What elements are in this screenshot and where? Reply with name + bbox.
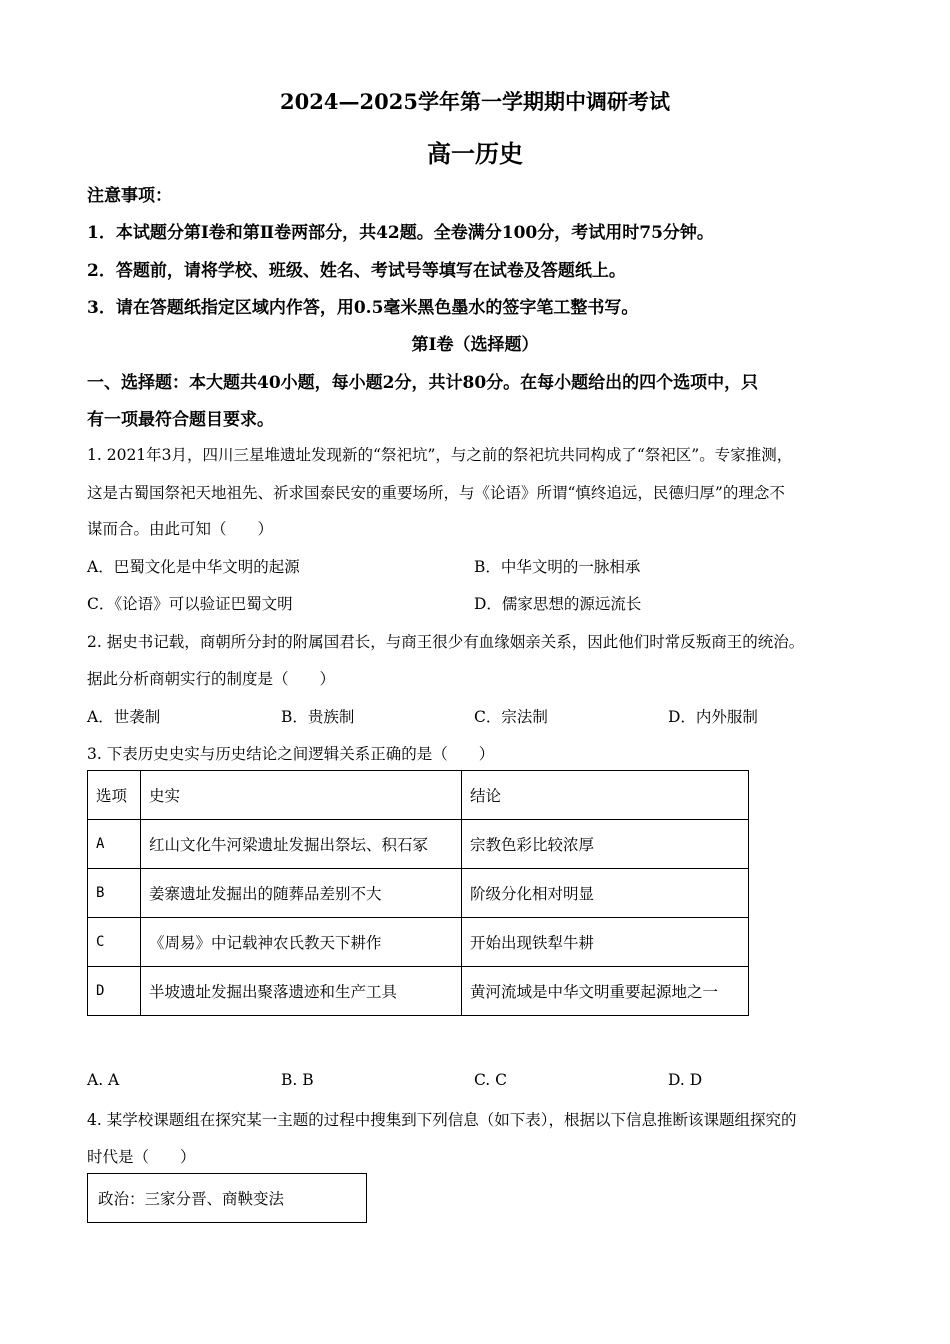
q2-option-d[interactable]: D．内外服制 bbox=[668, 708, 758, 726]
q2-stem-line-2: 据此分析商朝实行的制度是（ ） bbox=[87, 670, 336, 688]
table-cell-conclusion: 开始出现铁犁牛耕 bbox=[462, 918, 749, 967]
table-row bbox=[88, 869, 749, 918]
table-row bbox=[88, 918, 749, 967]
table-header-conclusion: 结论 bbox=[462, 771, 749, 820]
q4-stem-line-2: 时代是（ ） bbox=[87, 1148, 196, 1166]
table-cell-fact: 半坡遗址发掘出聚落遗迹和生产工具 bbox=[141, 967, 462, 1016]
notice-item-2: 2．答题前，请将学校、班级、姓名、考试号等填写在试卷及答题纸上。 bbox=[87, 261, 626, 281]
q1-option-d[interactable]: D．儒家思想的源远流长 bbox=[474, 595, 642, 613]
q4-info-box bbox=[87, 1173, 367, 1223]
table-cell-option: B bbox=[88, 869, 141, 918]
table-header-row bbox=[88, 771, 749, 820]
q1-option-a[interactable]: A．巴蜀文化是中华文明的起源 bbox=[87, 558, 300, 576]
notice-item-1: 1．本试题分第Ⅰ卷和第Ⅱ卷两部分，共42题。全卷满分100分，考试用时75分钟。 bbox=[87, 223, 714, 243]
q4-info-text: 政治：三家分晋、商鞅变法 bbox=[98, 1190, 285, 1208]
table-cell-conclusion: 宗教色彩比较浓厚 bbox=[462, 820, 749, 869]
table-cell-fact: 红山文化牛河梁遗址发掘出祭坛、积石冢 bbox=[141, 820, 462, 869]
q3-table bbox=[87, 770, 749, 1016]
q1-option-b[interactable]: B．中华文明的一脉相承 bbox=[474, 558, 641, 576]
q2-option-a[interactable]: A．世袭制 bbox=[87, 708, 161, 726]
table-cell-fact: 《周易》中记载神农氏教天下耕作 bbox=[141, 918, 462, 967]
notice-item-3: 3．请在答题纸指定区域内作答，用0.5毫米黑色墨水的签字笔工整书写。 bbox=[87, 298, 639, 318]
subject-title: 高一历史 bbox=[427, 139, 523, 168]
table-row bbox=[88, 820, 749, 869]
table-cell-option: A bbox=[88, 820, 141, 869]
notice-heading: 注意事项： bbox=[87, 186, 172, 206]
section-instruction-2: 有一项最符合题目要求。 bbox=[87, 410, 274, 430]
table-cell-conclusion: 黄河流域是中华文明重要起源地之一 bbox=[462, 967, 749, 1016]
q1-stem-line-2: 这是古蜀国祭祀天地祖先、祈求国泰民安的重要场所，与《论语》所谓“慎终追远，民德归厚”的理念不 bbox=[87, 484, 785, 502]
table-header-fact: 史实 bbox=[141, 771, 462, 820]
table-cell-option: C bbox=[88, 918, 141, 967]
exam-title: 2024—2025学年第一学期期中调研考试 bbox=[280, 89, 670, 114]
section-instruction-1: 一、选择题：本大题共40小题，每小题2分，共计80分。在每小题给出的四个选项中，只 bbox=[87, 373, 759, 393]
q1-option-c[interactable]: C．《论语》可以验证巴蜀文明 bbox=[87, 595, 293, 613]
section-title: 第Ⅰ卷（选择题） bbox=[411, 335, 539, 355]
q2-option-c[interactable]: C．宗法制 bbox=[474, 708, 548, 726]
q3-option-b[interactable]: B. B bbox=[281, 1071, 314, 1089]
q4-stem-line-1: 4. 某学校课题组在探究某一主题的过程中搜集到下列信息（如下表），根据以下信息推断该课题组探究的 bbox=[87, 1111, 797, 1129]
q3-option-a[interactable]: A. A bbox=[87, 1071, 120, 1089]
q3-option-c[interactable]: C. C bbox=[474, 1071, 508, 1089]
q3-option-d[interactable]: D. D bbox=[668, 1071, 703, 1089]
table-cell-conclusion: 阶级分化相对明显 bbox=[462, 869, 749, 918]
q2-stem-line-1: 2. 据史书记载，商朝所分封的附属国君长，与商王很少有血缘姻亲关系，因此他们时常反叛商王的统治。 bbox=[87, 633, 805, 651]
table-cell-fact: 姜寨遗址发掘出的随葬品差别不大 bbox=[141, 869, 462, 918]
q1-stem-line-1: 1. 2021年3月，四川三星堆遗址发现新的“祭祀坑”，与之前的祭祀坑共同构成了“祭祀区”。专家推测， bbox=[87, 446, 793, 464]
table-cell-option: D bbox=[88, 967, 141, 1016]
table-row bbox=[88, 967, 749, 1016]
table-header-option: 选项 bbox=[88, 771, 141, 820]
q3-stem: 3. 下表历史史实与历史结论之间逻辑关系正确的是（ ） bbox=[87, 745, 495, 763]
q1-stem-line-3: 谋而合。由此可知（ ） bbox=[87, 520, 274, 538]
q2-option-b[interactable]: B．贵族制 bbox=[281, 708, 355, 726]
